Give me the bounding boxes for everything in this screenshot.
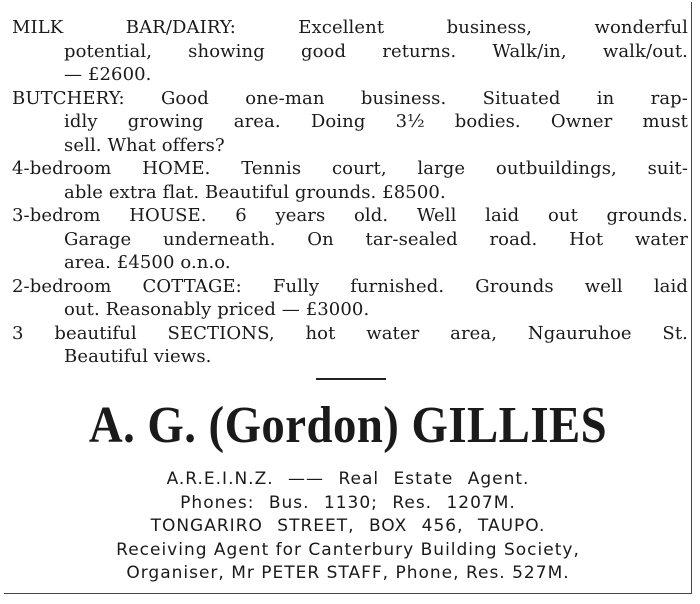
- listing-line: 3 beautiful SECTIONS, hot water area, Ngauruhoe St.: [12, 322, 688, 344]
- agent-credentials: A.R.E.I.N.Z. —— Real Estate Agent.: [166, 469, 530, 489]
- advertisement-clipping: [4, 2, 692, 594]
- listing-3-bedroom-house: [12, 204, 688, 275]
- listing-milk-bar: [12, 16, 688, 87]
- listing-line: — £2600.: [64, 64, 152, 85]
- agent-receiving: Receiving Agent for Canterbury Building Society,: [116, 539, 580, 560]
- agent-contact-block: [4, 468, 692, 586]
- listing-line: Garage underneath. On tar-sealed road. Hot water: [64, 228, 688, 250]
- section-divider: [316, 378, 386, 380]
- listing-line: BUTCHERY: Good one-man business. Situated in rap-: [12, 87, 688, 109]
- listing-line: idly growing area. Doing 3½ bodies. Owner must: [64, 111, 688, 132]
- property-listings: [12, 16, 688, 369]
- listing-line: 2-bedroom COTTAGE: Fully furnished. Grounds well laid: [12, 275, 688, 297]
- listing-sections: [12, 322, 688, 369]
- agent-address: TONGARIRO STREET, BOX 456, TAUPO.: [150, 516, 546, 536]
- listing-butchery: [12, 87, 688, 158]
- listing-line: MILK BAR/DAIRY: Excellent business, wonderful: [12, 17, 688, 38]
- listing-4-bedroom-home: [12, 157, 688, 204]
- listing-line: able extra flat. Beautiful grounds. £8500.: [64, 181, 446, 203]
- agent-organiser: Organiser, Mr PETER STAFF, Phone, Res. 527M.: [126, 563, 570, 583]
- agent-phones: Phones: Bus. 1130; Res. 1207M.: [180, 492, 516, 513]
- listing-line: 4-bedroom HOME. Tennis court, large outbuildings, suit-: [12, 158, 688, 179]
- listing-line: sell. What offers?: [64, 134, 225, 156]
- listing-line: out. Reasonably priced — £3000.: [64, 299, 370, 320]
- listing-line: area. £4500 o.n.o.: [64, 252, 231, 273]
- listing-line: potential, showing good returns. Walk/in, walk/out.: [64, 40, 688, 62]
- listing-line: Beautiful views.: [64, 346, 212, 367]
- agent-name-heading: A. G. (Gordon) GILLIES: [88, 397, 608, 454]
- listing-line: 3-bedrom HOUSE. 6 years old. Well laid out grounds.: [12, 205, 688, 226]
- listing-2-bedroom-cottage: [12, 275, 688, 322]
